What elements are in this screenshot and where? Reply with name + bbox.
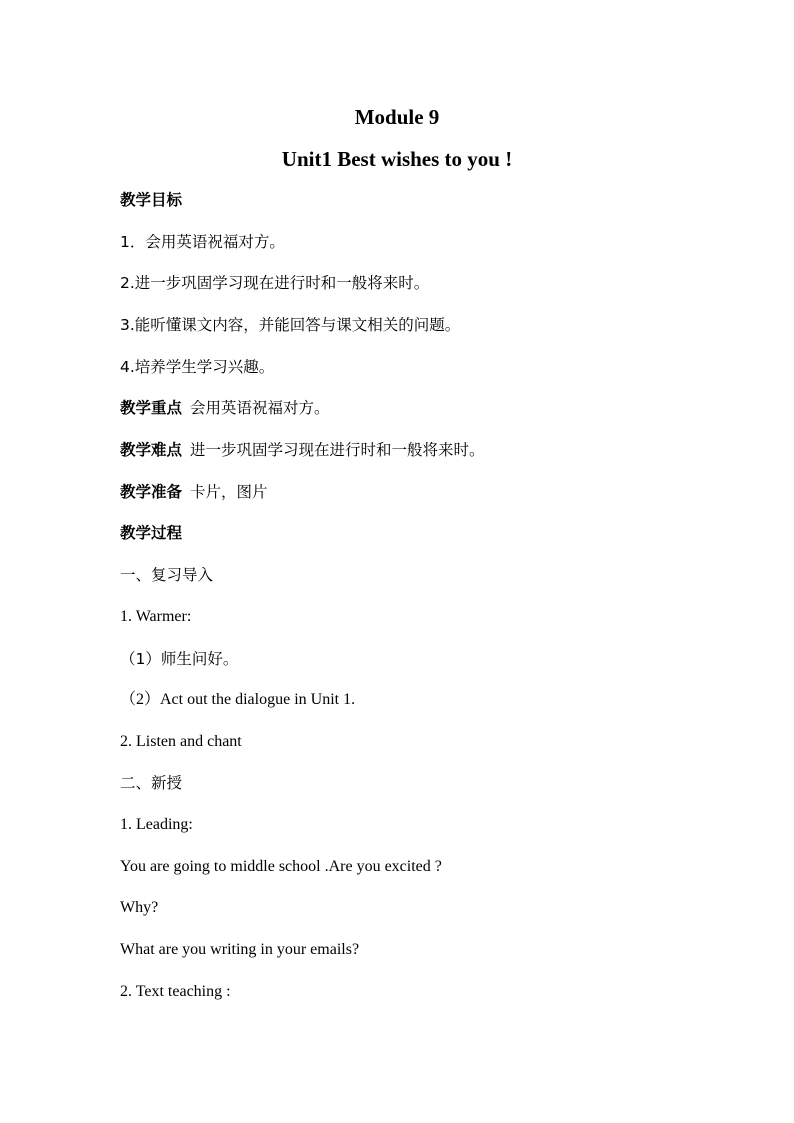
question-3: What are you writing in your emails? bbox=[120, 941, 360, 958]
difficulty-value: 进一步巩固学习现在进行时和一般将来时。 bbox=[190, 441, 485, 459]
key-point-label: 教学重点 bbox=[120, 399, 183, 417]
section-review-title: 一、复习导入 bbox=[120, 566, 214, 584]
module-title: Module 9 bbox=[354, 105, 440, 129]
question-2: Why? bbox=[120, 899, 159, 916]
preparation-label: 教学准备 bbox=[120, 483, 183, 501]
preparation-row bbox=[120, 480, 268, 505]
section-new-title: 二、新授 bbox=[120, 774, 183, 792]
objectives-heading: 教学目标 bbox=[120, 191, 183, 209]
objective-item-3: 3.能听懂课文内容，并能回答与课文相关的问题。 bbox=[120, 316, 461, 334]
unit-title: Unit1 Best wishes to you ! bbox=[281, 147, 513, 171]
key-point-row bbox=[120, 396, 330, 421]
process-heading: 教学过程 bbox=[120, 524, 183, 542]
difficulty-row bbox=[120, 438, 485, 463]
objective-item-2: 2.进一步巩固学习现在进行时和一般将来时。 bbox=[120, 274, 430, 292]
preparation-value: 卡片，图片 bbox=[190, 483, 268, 501]
listen-chant-item: 2. Listen and chant bbox=[120, 733, 242, 750]
dialogue-subitem: （2）Act out the dialogue in Unit 1. bbox=[120, 691, 356, 708]
objective-item-1: 1．会用英语祝福对方。 bbox=[120, 233, 285, 251]
warmer-item: 1. Warmer: bbox=[120, 608, 192, 625]
greeting-subitem: （1）师生问好。 bbox=[120, 650, 239, 668]
difficulty-label: 教学难点 bbox=[120, 441, 183, 459]
text-teaching-item: 2. Text teaching : bbox=[120, 983, 231, 1000]
objective-item-4: 4.培养学生学习兴趣。 bbox=[120, 358, 275, 376]
key-point-value: 会用英语祝福对方。 bbox=[190, 399, 330, 417]
question-1: You are going to middle school .Are you excited ? bbox=[120, 858, 442, 875]
leading-item: 1. Leading: bbox=[120, 816, 193, 833]
